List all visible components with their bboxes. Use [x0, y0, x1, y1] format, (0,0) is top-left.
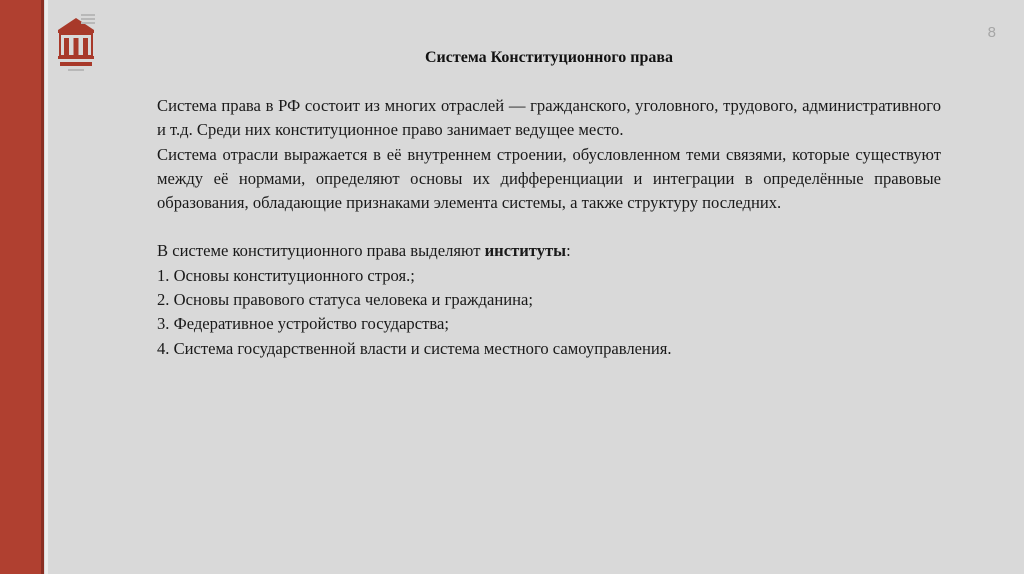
slide-body	[157, 94, 941, 361]
page-number: 8	[987, 24, 996, 41]
paragraph-2: Система отрасли выражается в её внутреннем строении, обусловленном теми связями, которые существуют между её нормами, определяют основы их дифференциации и интеграции в определённые правовые образования, обладающие признаками элемента системы, а также структуру последних.	[157, 144, 941, 213]
slide-title: Система Конституционного права	[425, 49, 673, 66]
institute-item-4: 4. Система государственной власти и система местного самоуправления.	[157, 338, 672, 358]
institutes-colon: :	[566, 241, 571, 261]
paragraph-spacer	[157, 215, 941, 239]
institute-item-2: 2. Основы правового статуса человека и гражданина;	[157, 290, 533, 310]
university-building-logo	[55, 12, 97, 74]
institutes-intro-text: В системе конституционного права выделяют	[157, 241, 485, 261]
institute-item-3: 3. Федеративное устройство государства;	[157, 314, 449, 334]
institutes-intro	[157, 239, 941, 263]
left-accent-band	[0, 0, 44, 574]
paragraph-1: Система права в РФ состоит из многих отраслей — гражданского, уголовного, трудового, административного и т.д. Среди них конституционное право занимает ведущее место.	[157, 96, 941, 140]
institutes-keyword: институты	[484, 241, 567, 261]
institute-item-1: 1. Основы конституционного строя.;	[157, 265, 415, 285]
